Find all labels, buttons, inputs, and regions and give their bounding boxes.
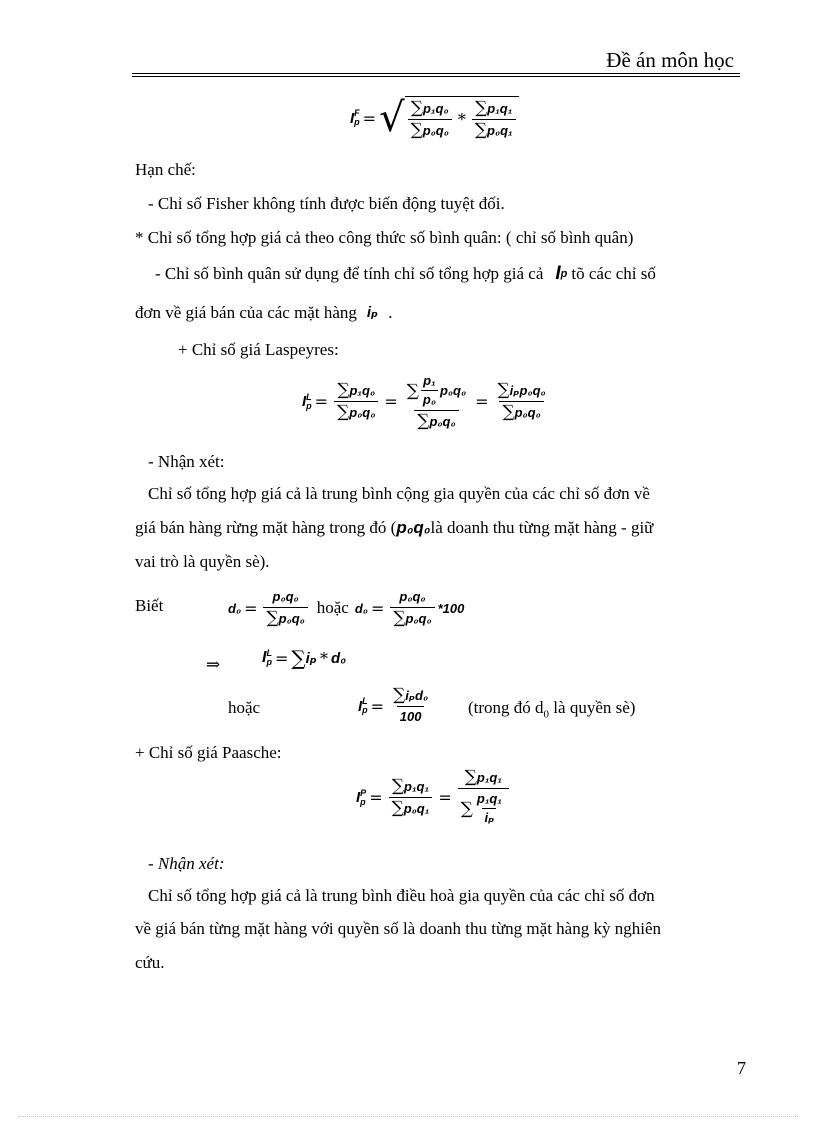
weight-formula: d₀ = $\frac{\text{p₀q₀}}{\text{∑p₀q₀}}$ hoặc d₀ = $\frac{\text{p₀q₀}}{\text{∑p₀q₀}}$ *100: [228, 589, 465, 628]
page-bottom-divider: [18, 1116, 798, 1117]
remark2-line1: Chỉ số tổng hợp giá cả là trung bình điều hoà gia quyền của các chỉ số đơn: [148, 886, 655, 905]
remark1-line1: Chỉ số tổng hợp giá cả là trung bình cộng gia quyền của các chỉ số đơn về: [148, 484, 650, 503]
laspeyres-formula: I L p = $\frac{\text{∑p₁q₀}}{\text{∑p₀q₀}}$ = ∑ $\frac{\text{p₁}}{\text{p₀}}$ p₀q₀ ∑p₀q₀ = $\frac{\text{∑iₚp₀q₀}}{\text{∑p₀q₀}}$: [302, 373, 546, 431]
page-number: 7: [737, 1058, 746, 1078]
remark1-line3: vai trò là quyền sè).: [135, 552, 270, 571]
remark1-line2: giá bán hàng rừng mặt hàng trong đó ( p₀q₀ là doanh thu từng mặt hàng - giữ: [135, 518, 654, 537]
remark2-line3: cứu.: [135, 953, 165, 972]
laspeyres-weighted-formula: I L p = ∑ iₚ * d₀: [262, 646, 347, 670]
remark2-label: - Nhận xét:: [148, 854, 225, 873]
header-title: Đề án môn học: [606, 48, 734, 72]
laspeyres-percent-formula: I L p = $\frac{\text{∑iₚd₀}}{100}$: [358, 685, 429, 724]
average-index-heading: * Chỉ số tổng hợp giá cả theo công thức số bình quân: ( chỉ số bình quân): [135, 228, 634, 247]
remark1-label: - Nhận xét:: [148, 452, 225, 471]
symbol-I: I: [350, 109, 355, 127]
paasche-formula: I P p = $\frac{\text{∑p₁q₁}}{\text{∑p₀q₁}}$ = ∑p₁q₁ ∑ $\frac{\text{p₁q₁}}{\text{iₚ}}$: [356, 768, 512, 827]
implies-arrow: ⇒: [206, 655, 221, 675]
biet-label: Biết: [135, 596, 164, 615]
trong-do-note: (trong đó $d_0$ là quyền sè): [468, 698, 636, 721]
han-che-label: Hạn chế:: [135, 160, 196, 179]
fisher-note: - Chỉ số Fisher không tính được biến động tuyệt đối.: [148, 194, 505, 213]
paasche-label: + Chỉ số giá Paasche:: [135, 743, 282, 762]
hoac-label: hoặc: [228, 698, 261, 717]
remark2-line2: về giá bán từng mặt hàng với quyền số là doanh thu từng mặt hàng kỳ nghiên: [135, 919, 661, 938]
header-rule-top: [132, 73, 740, 74]
average-index-desc-line2: đơn về giá bán của các mặt hàng iₚ .: [135, 303, 393, 322]
fisher-formula: I F p = √ $\frac{\text{∑p₁q₀}}{\text{∑p₀q₀}}$ * $\frac{\text{∑p₁q₁}}{\text{∑p₀q₁}}$: [350, 96, 519, 140]
header-rule-bottom: [132, 76, 740, 77]
average-index-desc-line1: - Chỉ số bình quân sử dụng để tính chỉ số tổng hợp giá cả I p tõ các chỉ số: [155, 263, 656, 284]
laspeyres-label: + Chỉ số giá Laspeyres:: [178, 340, 339, 359]
